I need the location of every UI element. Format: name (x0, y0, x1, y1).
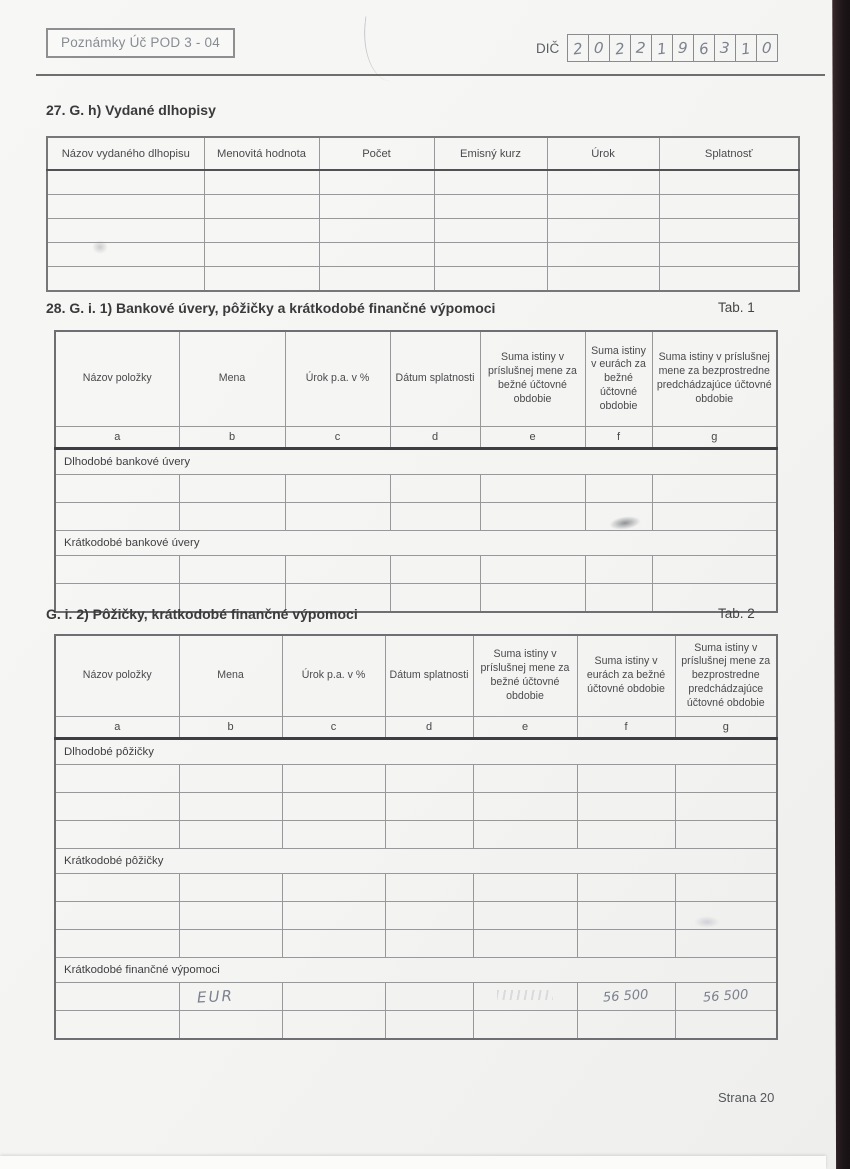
table-row (55, 765, 777, 793)
empty-cell (385, 821, 473, 849)
table-row (55, 556, 777, 584)
column-header: Názov položky (55, 635, 179, 717)
table-row (55, 902, 777, 930)
empty-cell (434, 170, 547, 195)
empty-cell (434, 195, 547, 219)
column-header: Úrok (547, 137, 659, 170)
column-header: Názov položky (55, 331, 179, 427)
group-label: Krátkodobé pôžičky (55, 849, 777, 874)
empty-cell (585, 475, 652, 503)
empty-cell (319, 170, 434, 195)
dic-digit-grid (567, 34, 778, 62)
dic-digit-cell (673, 35, 694, 61)
handwritten-digit: 3 (719, 38, 731, 58)
page-curl-artifact (359, 16, 400, 81)
handwritten-digit: 2 (572, 39, 585, 59)
empty-cell (282, 793, 385, 821)
table-header-row (47, 137, 799, 170)
handwritten-digit: 2 (614, 39, 627, 59)
empty-cell (179, 874, 282, 902)
column-header: Suma istiny v príslušnej mene za bezprostredne predchádzajúce účtovné obdobie (652, 331, 777, 427)
empty-cell (659, 219, 799, 243)
empty-cell (282, 821, 385, 849)
empty-cell (285, 503, 390, 531)
empty-cell (179, 793, 282, 821)
handwritten-digit: 2 (635, 38, 647, 58)
empty-cell (55, 556, 179, 584)
empty-cell (659, 170, 799, 195)
section-gi2-title: G. i. 2) Pôžičky, krátkodobé finančné výpomoci (46, 606, 358, 622)
empty-cell (385, 874, 473, 902)
handwritten-amount: 56 500 (602, 987, 650, 1006)
empty-cell (55, 983, 179, 1011)
handwritten-currency: EUR (196, 986, 234, 1007)
group-row (55, 849, 777, 874)
empty-cell (547, 243, 659, 267)
handwritten-digit: 1 (656, 39, 669, 59)
empty-cell (577, 765, 675, 793)
dic-digit-cell (610, 35, 631, 61)
group-row (55, 449, 777, 475)
group-label: Krátkodobé finančné výpomoci (55, 958, 777, 983)
empty-cell (390, 584, 480, 613)
empty-cell (55, 503, 179, 531)
table-row (55, 793, 777, 821)
handwritten-digit: 6 (698, 39, 711, 59)
empty-cell (585, 556, 652, 584)
empty-cell (179, 765, 282, 793)
empty-cell (47, 195, 204, 219)
empty-cell (204, 243, 319, 267)
page-number: Strana 20 (718, 1090, 775, 1105)
group-row (55, 739, 777, 765)
column-header: Mena (179, 331, 285, 427)
column-header: Suma istiny v príslušnej mene za bežné účtovné obdobie (480, 331, 585, 427)
empty-cell (179, 902, 282, 930)
empty-cell (204, 195, 319, 219)
column-letter: a (55, 427, 179, 449)
empty-cell (385, 930, 473, 958)
empty-cell (285, 475, 390, 503)
handwritten-digit: 0 (593, 38, 605, 58)
table-row (47, 267, 799, 292)
table-row (55, 475, 777, 503)
handwritten-amount: 56 500 (702, 987, 749, 1006)
empty-cell (675, 874, 777, 902)
group-row (55, 958, 777, 983)
column-letter: e (473, 717, 577, 739)
column-header: Suma istiny v eurách za bežné účtovné obdobie (577, 635, 675, 717)
empty-cell (282, 1011, 385, 1040)
empty-cell (652, 475, 777, 503)
empty-cell (390, 503, 480, 531)
column-letter: d (385, 717, 473, 739)
dic-field (536, 34, 778, 62)
header-divider (36, 74, 825, 76)
empty-cell (585, 584, 652, 613)
empty-cell (179, 556, 285, 584)
table-row (47, 170, 799, 195)
column-letter: a (55, 717, 179, 739)
tab1-label: Tab. 1 (718, 300, 755, 315)
handwritten-digit: 1 (740, 39, 753, 59)
empty-cell (319, 267, 434, 292)
empty-cell (385, 1011, 473, 1040)
empty-cell (390, 475, 480, 503)
column-header: Úrok p.a. v % (285, 331, 390, 427)
empty-cell (547, 267, 659, 292)
group-label: Krátkodobé bankové úvery (55, 531, 777, 556)
empty-cell (547, 219, 659, 243)
dic-digit-cell (568, 35, 589, 61)
empty-cell (282, 765, 385, 793)
empty-cell (55, 821, 179, 849)
empty-cell (282, 874, 385, 902)
tab1-table (54, 330, 776, 613)
empty-cell (675, 821, 777, 849)
paper-bottom-edge (0, 1156, 826, 1169)
empty-cell (659, 267, 799, 292)
empty-cell (547, 195, 659, 219)
column-header: Úrok p.a. v % (282, 635, 385, 717)
suma-eur-cell (577, 983, 675, 1011)
table-row (55, 930, 777, 958)
column-header: Suma istiny v eurách za bežné účtovné obdobie (585, 331, 652, 427)
column-letter: c (282, 717, 385, 739)
handwritten-digit: 0 (761, 38, 773, 58)
section-27-table (46, 136, 798, 292)
erased-value-cell (473, 983, 577, 1011)
column-letter: f (585, 427, 652, 449)
empty-cell (385, 793, 473, 821)
empty-cell (480, 584, 585, 613)
column-letter: g (652, 427, 777, 449)
empty-cell (585, 503, 652, 531)
column-header: Suma istiny v príslušnej mene za bezprostredne predchádzajúce účtovné obdobie (675, 635, 777, 717)
empty-cell (473, 793, 577, 821)
form-code-label: Poznámky Úč POD 3 - 04 (61, 35, 220, 50)
empty-cell (179, 503, 285, 531)
column-letter: b (179, 427, 285, 449)
empty-cell (480, 503, 585, 531)
column-letter: c (285, 427, 390, 449)
dic-digit-cell (631, 35, 652, 61)
empty-cell (55, 1011, 179, 1040)
empty-cell (480, 556, 585, 584)
empty-cell (577, 793, 675, 821)
column-letter: g (675, 717, 777, 739)
empty-cell (55, 902, 179, 930)
empty-cell (473, 821, 577, 849)
dic-label: DIČ (536, 40, 560, 56)
form-code-box (46, 28, 235, 58)
table-row (47, 195, 799, 219)
empty-cell (282, 902, 385, 930)
empty-cell (204, 170, 319, 195)
empty-cell (319, 243, 434, 267)
empty-cell (659, 195, 799, 219)
handwritten-entry-row (55, 983, 777, 1011)
column-header: Menovitá hodnota (204, 137, 319, 170)
column-header: Suma istiny v príslušnej mene za bežné účtovné obdobie (473, 635, 577, 717)
table-row (55, 874, 777, 902)
dic-digit-cell (736, 35, 757, 61)
empty-cell (179, 930, 282, 958)
table-row (55, 1011, 777, 1040)
column-header: Dátum splatnosti (385, 635, 473, 717)
erased-pencil-marks (497, 990, 553, 1000)
empty-cell (577, 930, 675, 958)
column-header: Emisný kurz (434, 137, 547, 170)
column-letter-row (55, 427, 777, 449)
empty-cell (577, 902, 675, 930)
group-label: Dlhodobé pôžičky (55, 739, 777, 765)
empty-cell (434, 267, 547, 292)
empty-cell (55, 874, 179, 902)
group-label: Dlhodobé bankové úvery (55, 449, 777, 475)
empty-cell (47, 219, 204, 243)
empty-cell (473, 874, 577, 902)
empty-cell (473, 765, 577, 793)
column-header: Splatnosť (659, 137, 799, 170)
empty-cell (390, 556, 480, 584)
empty-cell (577, 1011, 675, 1040)
empty-cell (659, 243, 799, 267)
empty-cell (179, 821, 282, 849)
empty-cell (577, 821, 675, 849)
empty-cell (47, 243, 204, 267)
empty-cell (675, 930, 777, 958)
column-letter: b (179, 717, 282, 739)
empty-cell (55, 793, 179, 821)
table-row (55, 821, 777, 849)
empty-cell (285, 556, 390, 584)
section-28-title: 28. G. i. 1) Bankové úvery, pôžičky a krátkodobé finančné výpomoci (46, 300, 496, 316)
empty-cell (47, 267, 204, 292)
empty-cell (675, 765, 777, 793)
tab2-table (54, 634, 776, 1040)
empty-cell (434, 219, 547, 243)
empty-cell (55, 475, 179, 503)
section-27-title: 27. G. h) Vydané dlhopisy (46, 102, 216, 118)
dic-digit-cell (652, 35, 673, 61)
table-row (47, 243, 799, 267)
column-letter: f (577, 717, 675, 739)
empty-cell (319, 195, 434, 219)
column-letter: e (480, 427, 585, 449)
empty-cell (385, 983, 473, 1011)
empty-cell (319, 219, 434, 243)
column-letter: d (390, 427, 480, 449)
empty-cell (282, 983, 385, 1011)
empty-cell (204, 219, 319, 243)
empty-cell (652, 584, 777, 613)
empty-cell (204, 267, 319, 292)
empty-cell (473, 930, 577, 958)
suma-predch-cell (675, 983, 777, 1011)
column-header: Dátum splatnosti (390, 331, 480, 427)
empty-cell (179, 1011, 282, 1040)
handwritten-digit: 9 (677, 38, 689, 58)
table-header-row (55, 331, 777, 427)
dic-digit-cell (757, 35, 777, 61)
empty-cell (385, 902, 473, 930)
empty-cell (547, 170, 659, 195)
scanner-edge-band (826, 0, 850, 1169)
dic-digit-cell (715, 35, 736, 61)
group-row (55, 531, 777, 556)
column-header: Názov vydaného dlhopisu (47, 137, 204, 170)
empty-cell (652, 503, 777, 531)
empty-cell (385, 765, 473, 793)
empty-cell (652, 556, 777, 584)
table-header-row (55, 635, 777, 717)
dic-digit-cell (694, 35, 715, 61)
empty-cell (473, 1011, 577, 1040)
empty-cell (675, 793, 777, 821)
column-letter-row (55, 717, 777, 739)
empty-cell (577, 874, 675, 902)
column-header: Počet (319, 137, 434, 170)
empty-cell (675, 1011, 777, 1040)
empty-cell (434, 243, 547, 267)
table-row (47, 219, 799, 243)
empty-cell (480, 475, 585, 503)
empty-cell (473, 902, 577, 930)
empty-cell (282, 930, 385, 958)
empty-cell (47, 170, 204, 195)
dic-digit-cell (589, 35, 610, 61)
table-row (55, 503, 777, 531)
empty-cell (179, 475, 285, 503)
empty-cell (55, 930, 179, 958)
column-header: Mena (179, 635, 282, 717)
tab2-label: Tab. 2 (718, 606, 755, 621)
empty-cell (55, 765, 179, 793)
mena-cell (179, 983, 282, 1011)
empty-cell (675, 902, 777, 930)
